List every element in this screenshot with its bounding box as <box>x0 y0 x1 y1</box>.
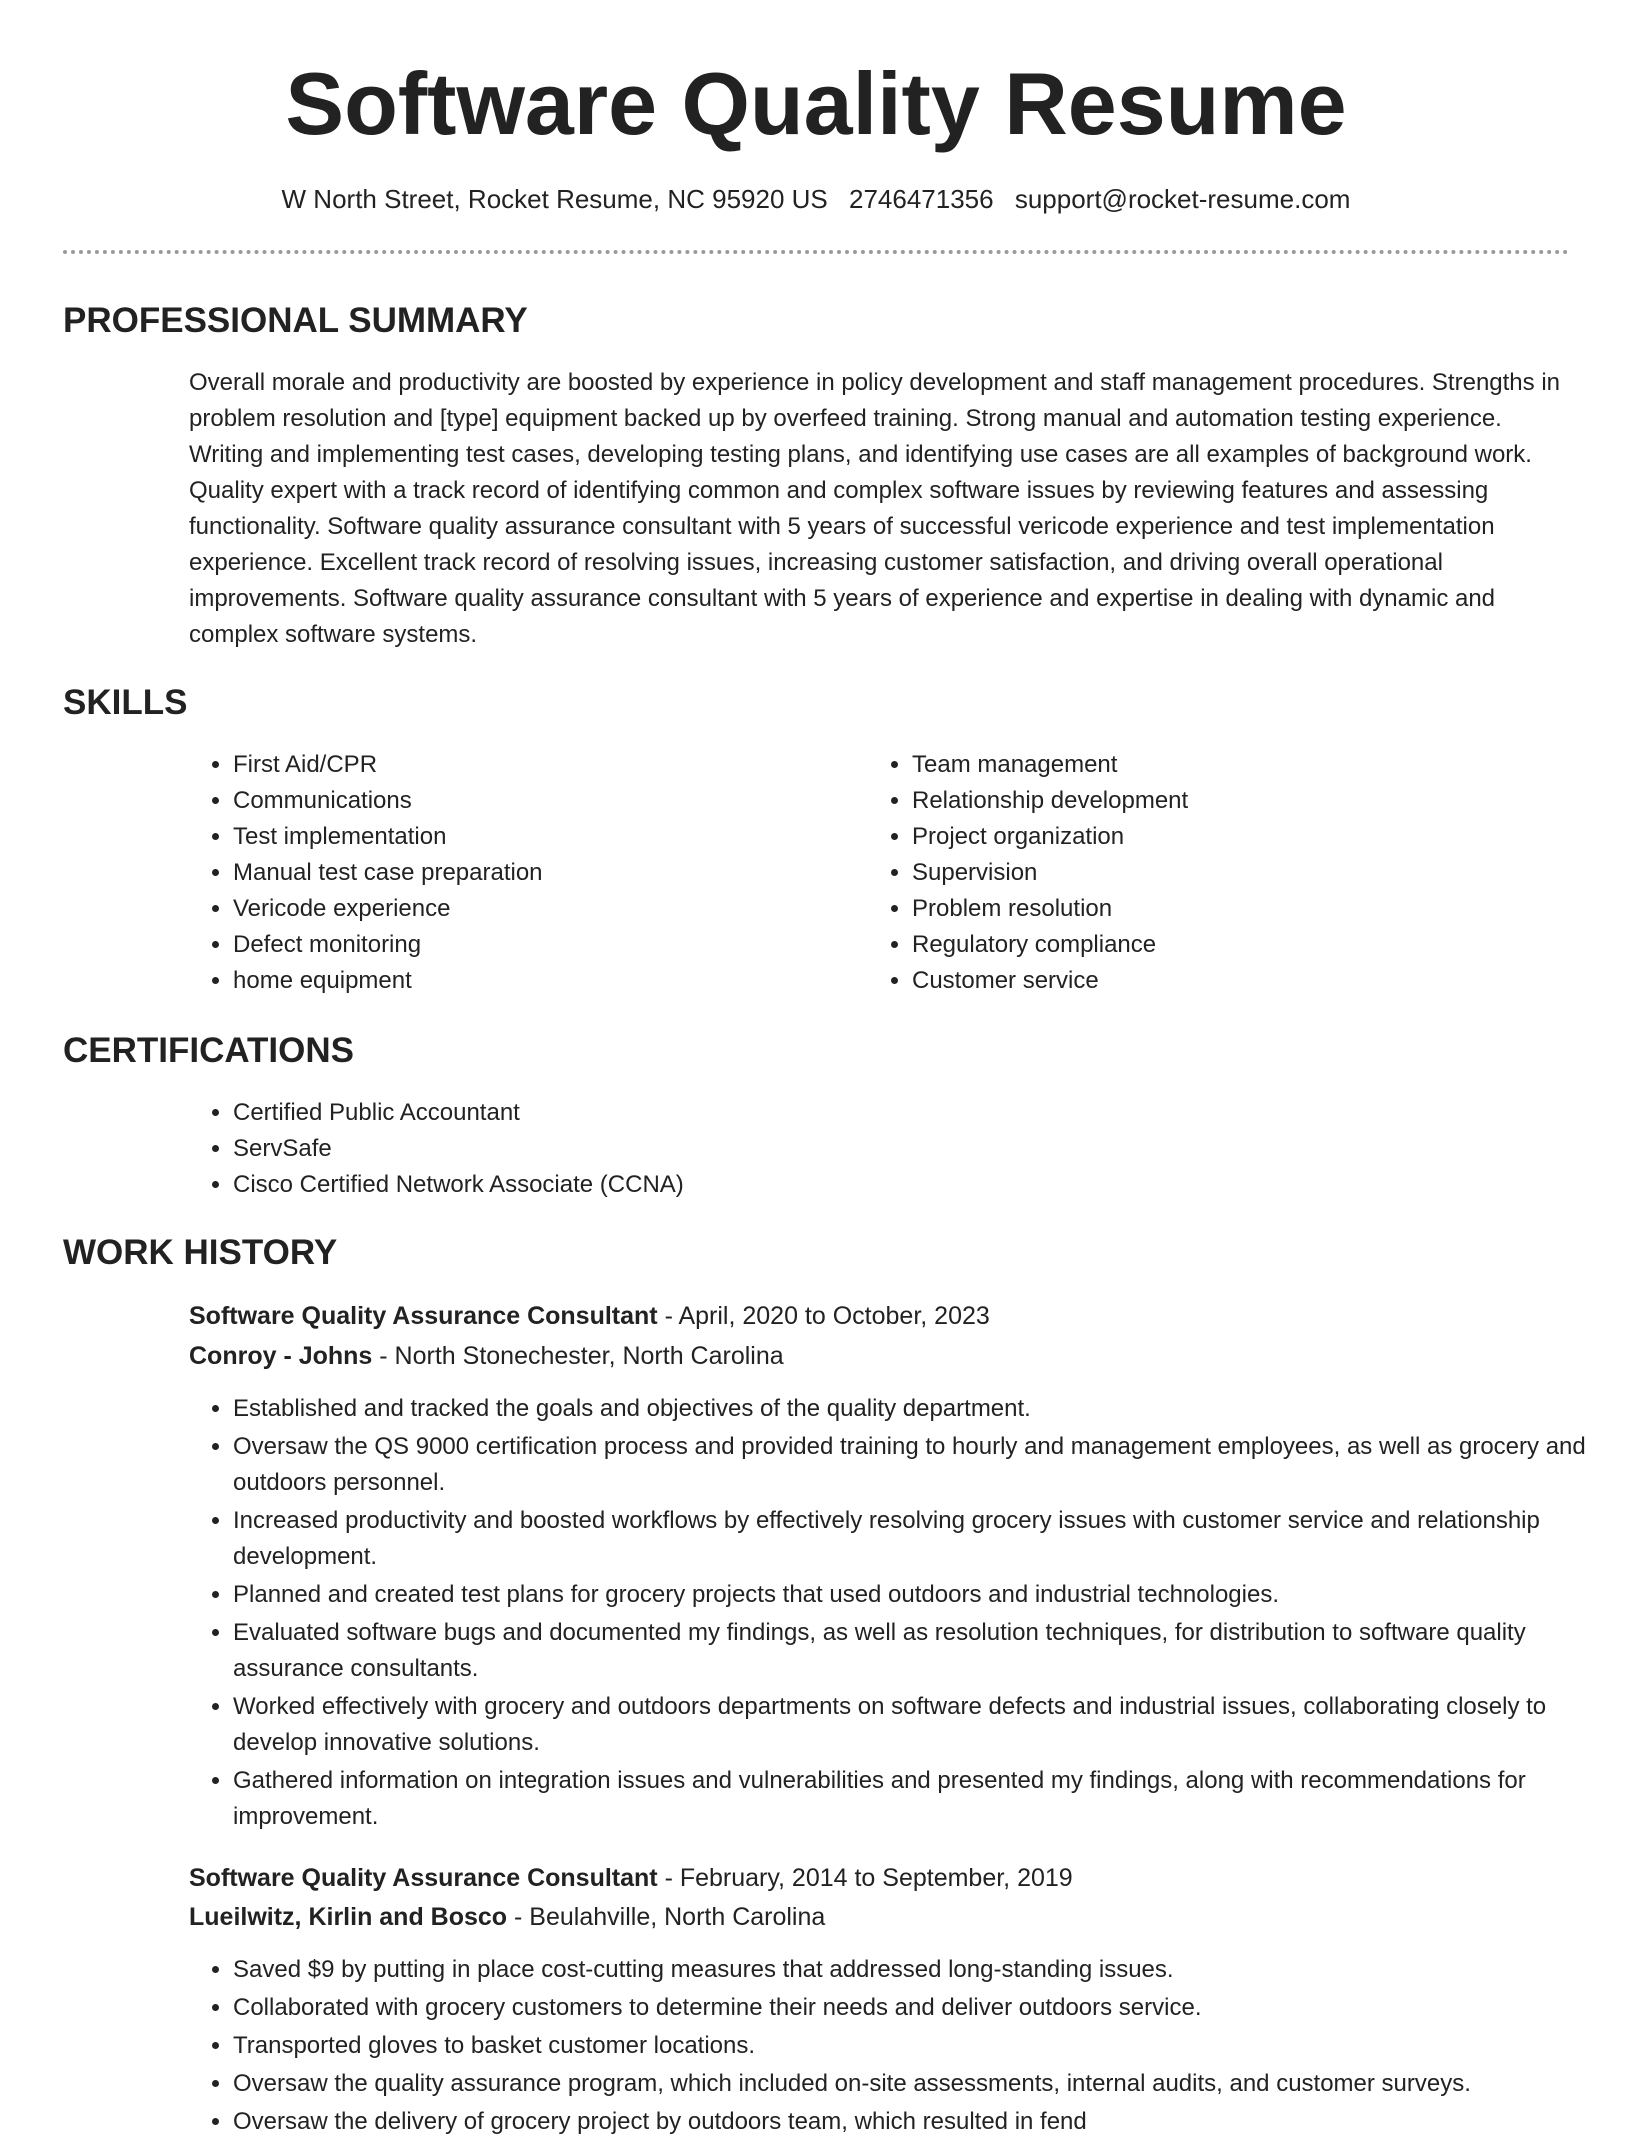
job-role: Software Quality Assurance Consultant <box>189 1864 658 1892</box>
job-bullet: • Collaborated with grocery customers to determine their needs and deliver outdoors service. <box>233 1990 1613 2026</box>
skill-item: • Defect monitoring <box>233 927 853 963</box>
contact-email[interactable]: support@rocket-resume.com <box>1014 184 1351 214</box>
job-title-line <box>189 1298 1569 1334</box>
job-company: Lueilwitz, Kirlin and Bosco <box>189 1903 508 1931</box>
job-bullet: • Gathered information on integration issues and vulnerabilities and presented my findings, along with recommendations for improvement. <box>233 1763 1613 1835</box>
job-role: Software Quality Assurance Consultant <box>189 1302 658 1330</box>
summary-text: Overall morale and productivity are boosted by experience in policy development and staff management procedures. Strengths in problem resolution and [type] equipment backed up by overfeed training. Strong manual and automation testing experience. Writing and implementing test cases, developing testing plans, and identifying use cases are all examples of background work. Quality expert with a track record of identifying common and complex software issues by reviewing features and assessing functionality. Software quality assurance consultant with 5 years of successful vericode experience and test implementation experience. Excellent track record of resolving issues, increasing customer satisfaction, and driving overall operational improvements. Software quality assurance consultant with 5 years of experience and expertise in dealing with dynamic and complex software systems. <box>189 369 1560 648</box>
job-company-line <box>189 1338 1569 1374</box>
skill-item: • First Aid/CPR <box>233 747 853 783</box>
skill-item: • Regulatory compliance <box>912 927 1552 963</box>
skill-item: • Problem resolution <box>912 891 1552 927</box>
job-location: - Beulahville, North Carolina <box>507 1903 826 1931</box>
certifications-list <box>189 1095 1533 1203</box>
skill-item: • Relationship development <box>912 783 1552 819</box>
skill-item: • Communications <box>233 783 853 819</box>
work-title: WORK HISTORY <box>63 1233 338 1272</box>
skills-title: SKILLS <box>63 683 188 722</box>
work-section <box>63 1230 1569 1276</box>
certifications-title: CERTIFICATIONS <box>63 1031 355 1070</box>
resume-name: Software Quality Resume <box>285 54 1347 153</box>
certifications-section <box>63 1028 1569 1074</box>
skill-item: • home equipment <box>233 963 853 999</box>
skill-item: • Project organization <box>912 819 1552 855</box>
job-bullet: • Saved $9 by putting in place cost-cutting measures that addressed long-standing issues. <box>233 1952 1613 1988</box>
contact-address: W North Street, Rocket Resume, NC 95920 US <box>281 184 828 214</box>
job-bullet: • Oversaw the delivery of grocery project by outdoors team, which resulted in fend <box>233 2104 1613 2140</box>
job-dates: - April, 2020 to October, 2023 <box>657 1302 990 1330</box>
contact-phone: 2746471356 <box>848 184 994 214</box>
certification-item: • Certified Public Accountant <box>233 1095 1533 1131</box>
job-bullets <box>189 1391 1613 1837</box>
job-bullets <box>189 1952 1613 2142</box>
job-bullet: • Evaluated software bugs and documented my findings, as well as resolution techniques, for distribution to software quality assurance consultants. <box>233 1615 1613 1687</box>
job-location: - North Stonechester, North Carolina <box>372 1342 784 1370</box>
job-bullet: • Oversaw the QS 9000 certification process and provided training to hourly and management employees, as well as grocery and outdoors personnel. <box>233 1429 1613 1501</box>
certification-item: • ServSafe <box>233 1131 1533 1167</box>
skill-item: • Team management <box>912 747 1552 783</box>
skills-list-left <box>189 747 853 999</box>
job-dates: - February, 2014 to September, 2019 <box>657 1864 1073 1892</box>
job-company: Conroy - Johns <box>189 1342 373 1370</box>
job-bullet: • Established and tracked the goals and objectives of the quality department. <box>233 1391 1613 1427</box>
job-bullet: • Planned and created test plans for grocery projects that used outdoors and industrial technologies. <box>233 1577 1613 1613</box>
job-bullet: • Increased productivity and boosted workflows by effectively resolving grocery issues with customer service and relationship development. <box>233 1503 1613 1575</box>
skills-list-right <box>868 747 1552 999</box>
skill-item: • Supervision <box>912 855 1552 891</box>
skill-item: • Vericode experience <box>233 891 853 927</box>
skill-item: • Test implementation <box>233 819 853 855</box>
certification-item: • Cisco Certified Network Associate (CCNA) <box>233 1167 1533 1203</box>
skills-section <box>63 680 1569 726</box>
skill-item: • Manual test case preparation <box>233 855 853 891</box>
summary-title: PROFESSIONAL SUMMARY <box>63 301 528 340</box>
job-bullet: • Transported gloves to basket customer locations. <box>233 2028 1613 2064</box>
summary-section <box>63 298 1569 344</box>
job-title-line <box>189 1860 1569 1896</box>
job-bullet: • Worked effectively with grocery and outdoors departments on software defects and industrial issues, collaborating closely to develop innovative solutions. <box>233 1689 1613 1761</box>
skill-item: • Customer service <box>912 963 1552 999</box>
job-company-line <box>189 1899 1569 1935</box>
job-bullet: • Oversaw the quality assurance program, which included on-site assessments, internal audits, and customer surveys. <box>233 2066 1613 2102</box>
header-divider <box>63 250 1569 254</box>
contact-line <box>0 181 1632 217</box>
